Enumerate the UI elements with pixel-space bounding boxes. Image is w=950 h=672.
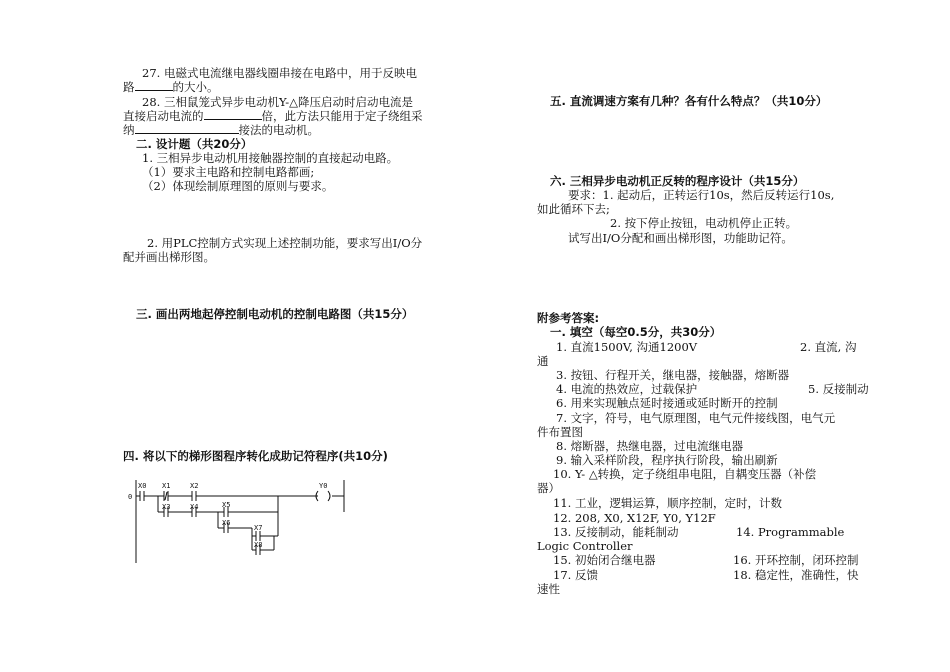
answer-9: 9. 输入采样阶段，程序执行阶段，输出刷新: [556, 453, 778, 467]
question-28-prefix2: 纳: [123, 123, 135, 137]
answer-18: 18. 稳定性，准确性，快: [733, 568, 859, 582]
section-2-item-1: 1. 三相异步电动机用接触器控制的直接起动电路。: [142, 151, 399, 165]
question-27-line2: [123, 80, 219, 94]
section-6-requirement-1-line2: 如此循环下去;: [537, 202, 610, 216]
answer-2: 2. 直流, 沟: [800, 340, 857, 354]
label-x1: X1: [162, 482, 171, 490]
section-6-requirement-2: 2. 按下停止按钮，电动机停止正转。: [610, 216, 798, 230]
answer-17: 17. 反馈: [553, 568, 598, 582]
answer-1: 1. 直流1500V, 沟通1200V: [556, 340, 698, 354]
answer-5: 5. 反接制动: [808, 382, 869, 396]
answer-3: 3. 按钮、行程开关，继电器，接触器，熔断器: [556, 368, 790, 382]
section-3-title: 三. 画出两地起停控制电动机的控制电路图（共15分）: [136, 307, 414, 321]
answer-12: 12. 208, X0, X12F, Y0, Y12F: [553, 511, 716, 525]
label-x6: X6: [222, 519, 231, 527]
label-y0: Y0: [319, 482, 328, 490]
answer-11: 11. 工业，逻辑运算，顺序控制，定时，计数: [553, 496, 782, 510]
label-x4: X4: [190, 503, 199, 511]
section-2-title: 二. 设计题（共20分）: [136, 137, 253, 151]
answer-14-continued: Logic Controller: [537, 539, 633, 553]
step-number: 0: [128, 493, 133, 501]
section-6-requirement-1-line1: 要求：1. 起动后，正转运行10s，然后反转运行10s,: [568, 188, 835, 202]
label-x5: X5: [222, 501, 231, 509]
answers-section-1-title: 一. 填空（每空0.5分，共30分）: [550, 325, 722, 339]
question-27-suffix: 的大小。: [172, 80, 219, 94]
section-5-title: 五. 直流调速方案有几种？各有什么特点？（共10分）: [550, 94, 828, 108]
section-4-title: 四. 将以下的梯形图程序转化成助记符程序(共10分): [123, 449, 388, 463]
answer-14: 14. Programmable: [736, 525, 845, 539]
answer-7-line1: 7. 文字，符号，电气原理图，电气元件接线图，电气元: [556, 411, 836, 425]
label-x7: X7: [254, 524, 263, 532]
answer-6: 6. 用来实现触点延时接通或延时断开的控制: [556, 396, 778, 410]
answer-blank: [135, 80, 173, 91]
answer-10-line1: 10. Y- △转换，定子绕组串电阻，自耦变压器（补偿: [553, 467, 817, 481]
question-28-suffix: 倍，此方法只能用于定子绕组采: [261, 109, 423, 123]
question-28-line2: [123, 109, 423, 123]
answers-title: 附参考答案:: [537, 311, 600, 325]
answer-15: 15. 初始闭合继电器: [553, 553, 656, 567]
label-x3: X3: [162, 503, 171, 511]
answer-2-continued: 通: [537, 354, 549, 368]
answer-blank: [204, 109, 262, 120]
question-28-line3: [123, 123, 319, 137]
section-2-requirement-1: （1）要求主电路和控制电路都画;: [142, 165, 315, 179]
answer-18-continued: 速性: [537, 582, 560, 596]
answer-8: 8. 熔断器，热继电器，过电流继电器: [556, 439, 744, 453]
answer-13: 13. 反接制动，能耗制动: [553, 525, 679, 539]
question-28-prefix: 直接启动电流的: [123, 109, 204, 123]
answer-4: 4. 电流的热效应，过载保护: [556, 382, 698, 396]
section-6-title: 六. 三相异步电动机正反转的程序设计（共15分）: [550, 174, 805, 188]
coil-y0-right: [328, 491, 330, 501]
section-2-requirement-2: （2）体现绘制原理图的原则与要求。: [142, 179, 334, 193]
section-2-item-2-line2: 配并画出梯形图。: [123, 250, 215, 264]
answer-10-line2: 器）: [537, 481, 560, 495]
question-28-suffix2: 接法的电动机。: [238, 123, 319, 137]
question-28-line1: 28. 三相鼠笼式异步电动机Y-△降压启动时启动电流是: [142, 95, 413, 109]
answer-blank: [135, 123, 239, 134]
question-27-prefix: 路: [123, 80, 135, 94]
ladder-diagram: [128, 478, 358, 568]
question-27-line1: 27. 电磁式电流继电器线圈串接在电路中，用于反映电: [142, 66, 417, 80]
section-6-task: 试写出I/O分配和画出梯形图，功能助记符。: [568, 231, 793, 245]
answer-7-line2: 件布置图: [537, 425, 583, 439]
label-x8: X8: [254, 541, 263, 549]
section-2-item-2-line1: 2. 用PLC控制方式实现上述控制功能，要求写出I/O分: [147, 236, 423, 250]
label-x2: X2: [190, 482, 199, 490]
answer-16: 16. 开环控制，闭环控制: [733, 553, 859, 567]
label-x0: X0: [138, 482, 147, 490]
